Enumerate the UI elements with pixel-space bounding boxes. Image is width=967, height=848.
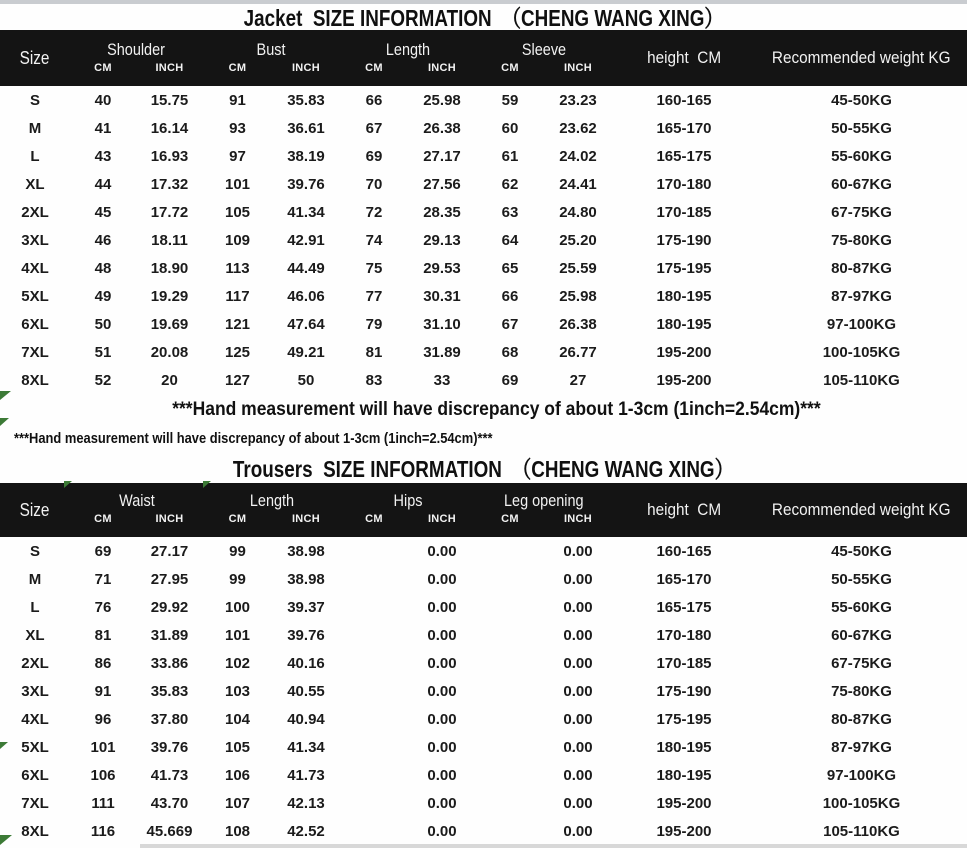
jacket-subcol-inch: INCH bbox=[563, 62, 593, 74]
table-cell: S bbox=[29, 542, 40, 560]
table-cell: 27.17 bbox=[150, 542, 189, 560]
table-cell: 170-180 bbox=[656, 626, 712, 644]
table-cell: 87-97KG bbox=[831, 738, 892, 756]
trousers-subcol-cm: CM bbox=[501, 513, 519, 525]
table-cell: 47.64 bbox=[287, 315, 325, 333]
table-cell: L bbox=[30, 147, 40, 165]
trousers-col-length: Length bbox=[249, 491, 294, 510]
jacket-table-body bbox=[0, 86, 967, 394]
table-cell: 31.89 bbox=[423, 343, 461, 361]
table-cell: 175-190 bbox=[656, 231, 712, 249]
table-cell: 111 bbox=[91, 794, 115, 812]
table-row bbox=[0, 198, 967, 226]
table-cell: 113 bbox=[225, 259, 250, 277]
table-cell: 31.89 bbox=[150, 626, 189, 644]
table-cell: 0.00 bbox=[563, 710, 593, 728]
table-cell: 39.76 bbox=[287, 626, 325, 644]
table-cell: XL bbox=[25, 175, 45, 193]
table-cell: 0.00 bbox=[563, 822, 593, 840]
trousers-col-hips: Hips bbox=[393, 491, 423, 510]
green-triangle-artifact bbox=[203, 481, 211, 488]
table-cell: 165-175 bbox=[656, 598, 712, 616]
table-cell: 41.73 bbox=[150, 766, 189, 784]
table-cell: 42.52 bbox=[287, 822, 325, 840]
table-cell: 43.70 bbox=[150, 794, 189, 812]
jacket-subcol-cm: CM bbox=[228, 62, 247, 74]
table-cell: 81 bbox=[365, 343, 383, 361]
table-cell: 45-50KG bbox=[831, 542, 892, 560]
table-cell: 46 bbox=[94, 231, 112, 249]
table-cell: 43 bbox=[94, 147, 112, 165]
table-cell: 81 bbox=[94, 626, 112, 644]
table-cell: 93 bbox=[229, 119, 246, 137]
trousers-subcol-inch: INCH bbox=[563, 513, 593, 525]
table-cell: 170-185 bbox=[656, 654, 712, 672]
table-cell: 97 bbox=[229, 147, 246, 165]
trousers-subcol-inch: INCH bbox=[155, 513, 184, 525]
table-cell: 0.00 bbox=[427, 794, 457, 812]
table-cell: 101 bbox=[224, 626, 251, 644]
table-cell: 170-185 bbox=[656, 203, 712, 221]
table-cell: M bbox=[28, 119, 42, 137]
table-cell: 64 bbox=[501, 231, 519, 249]
table-row bbox=[0, 677, 967, 705]
table-cell: 175-195 bbox=[656, 259, 712, 277]
table-cell: 103 bbox=[224, 682, 251, 700]
table-cell: 16.93 bbox=[150, 147, 189, 165]
table-cell: 31.10 bbox=[423, 315, 461, 333]
table-row bbox=[0, 86, 967, 114]
table-cell: 59 bbox=[501, 91, 519, 109]
table-cell: 105 bbox=[224, 738, 251, 756]
table-cell: 105-110KG bbox=[823, 371, 900, 389]
table-cell: 71 bbox=[94, 570, 112, 588]
table-cell: 35.83 bbox=[150, 682, 189, 700]
jacket-subcol-cm: CM bbox=[501, 62, 519, 74]
table-cell: 50-55KG bbox=[831, 119, 892, 137]
measurement-note-small: ***Hand measurement will have discrepancy of about 1-3cm (1inch=2.54cm)*** bbox=[14, 429, 493, 447]
table-cell: 160-165 bbox=[656, 91, 712, 109]
table-cell: 72 bbox=[365, 203, 383, 221]
jacket-subcol-cm: CM bbox=[365, 62, 383, 74]
table-cell: 108 bbox=[224, 822, 251, 840]
table-cell: 25.20 bbox=[559, 231, 597, 249]
table-cell: 38.98 bbox=[287, 570, 325, 588]
table-cell: S bbox=[29, 91, 40, 109]
table-cell: 67-75KG bbox=[831, 203, 892, 221]
table-cell: 18.90 bbox=[150, 259, 189, 277]
table-cell: 33 bbox=[433, 371, 451, 389]
table-cell: 165-175 bbox=[656, 147, 712, 165]
table-cell: 0.00 bbox=[563, 654, 593, 672]
table-cell: 0.00 bbox=[427, 570, 457, 588]
table-cell: 104 bbox=[224, 710, 251, 728]
table-cell: 5XL bbox=[21, 287, 49, 305]
jacket-title-text: Jacket SIZE INFORMATION （CHENG WANG XING） bbox=[243, 4, 724, 31]
table-cell: XL bbox=[25, 626, 45, 644]
table-cell: 41.73 bbox=[287, 766, 325, 784]
table-cell: 100 bbox=[224, 598, 251, 616]
table-cell: 125 bbox=[224, 343, 251, 361]
trousers-subcol-cm: CM bbox=[228, 513, 247, 525]
table-cell: 165-170 bbox=[656, 570, 712, 588]
table-row bbox=[0, 338, 967, 366]
table-cell: 0.00 bbox=[427, 682, 457, 700]
table-cell: 107 bbox=[224, 794, 251, 812]
table-cell: 0.00 bbox=[427, 598, 457, 616]
table-cell: 180-195 bbox=[656, 315, 712, 333]
table-row bbox=[0, 366, 967, 394]
table-cell: 8XL bbox=[21, 371, 49, 389]
table-cell: 25.98 bbox=[423, 91, 461, 109]
table-cell: 8XL bbox=[21, 822, 49, 840]
table-cell: 27.17 bbox=[423, 147, 461, 165]
table-cell: 41 bbox=[94, 119, 112, 137]
table-cell: 100-105KG bbox=[822, 343, 901, 361]
trousers-subcol-inch: INCH bbox=[427, 513, 457, 525]
table-cell: 91 bbox=[229, 91, 246, 109]
table-cell: 195-200 bbox=[656, 371, 712, 389]
trousers-col-size: Size bbox=[20, 499, 50, 520]
table-row bbox=[0, 537, 967, 565]
table-cell: 27 bbox=[569, 371, 587, 389]
table-cell: 3XL bbox=[21, 682, 49, 700]
table-cell: 74 bbox=[365, 231, 383, 249]
table-cell: 2XL bbox=[21, 654, 49, 672]
table-row bbox=[0, 310, 967, 338]
table-cell: 106 bbox=[90, 766, 116, 784]
table-cell: 175-195 bbox=[656, 710, 712, 728]
table-cell: 23.62 bbox=[559, 119, 597, 137]
table-row bbox=[0, 649, 967, 677]
table-cell: 127 bbox=[224, 371, 251, 389]
table-cell: 27.95 bbox=[150, 570, 189, 588]
table-cell: 18.11 bbox=[151, 231, 188, 249]
table-cell: 33.86 bbox=[150, 654, 189, 672]
table-cell: 24.02 bbox=[559, 147, 597, 165]
trousers-col-waist: Waist bbox=[118, 491, 155, 510]
table-cell: 65 bbox=[501, 259, 519, 277]
table-cell: 116 bbox=[90, 822, 116, 840]
trousers-col-weight: Recommended weight KG bbox=[772, 500, 951, 519]
table-cell: 109 bbox=[224, 231, 251, 249]
jacket-table-header bbox=[0, 30, 967, 86]
table-cell: 75 bbox=[365, 259, 383, 277]
table-cell: 0.00 bbox=[563, 598, 593, 616]
table-row bbox=[0, 705, 967, 733]
table-cell: 26.38 bbox=[423, 119, 461, 137]
jacket-col-height: height CM bbox=[647, 48, 721, 67]
jacket-col-length: Length bbox=[385, 40, 431, 59]
table-cell: 48 bbox=[94, 259, 112, 277]
table-cell: 7XL bbox=[21, 794, 49, 812]
table-cell: 23.23 bbox=[559, 91, 597, 109]
jacket-col-weight: Recommended weight KG bbox=[772, 48, 951, 67]
table-cell: 26.38 bbox=[559, 315, 597, 333]
table-cell: 3XL bbox=[21, 231, 49, 249]
table-row bbox=[0, 226, 967, 254]
table-row bbox=[0, 282, 967, 310]
table-cell: 83 bbox=[365, 371, 383, 389]
table-cell: 69 bbox=[94, 542, 112, 560]
table-row bbox=[0, 142, 967, 170]
table-cell: 160-165 bbox=[656, 542, 712, 560]
table-cell: 20 bbox=[161, 371, 178, 389]
table-cell: 5XL bbox=[21, 738, 49, 756]
table-cell: 121 bbox=[224, 315, 251, 333]
table-cell: 49.21 bbox=[287, 343, 325, 361]
table-cell: 4XL bbox=[21, 259, 49, 277]
table-cell: 175-190 bbox=[656, 682, 712, 700]
table-cell: 0.00 bbox=[563, 570, 593, 588]
jacket-subcol-inch: INCH bbox=[155, 62, 184, 74]
table-cell: 40.16 bbox=[287, 654, 325, 672]
table-cell: 40.55 bbox=[287, 682, 325, 700]
table-cell: 37.80 bbox=[150, 710, 189, 728]
table-cell: 44.49 bbox=[287, 259, 325, 277]
table-cell: 27.56 bbox=[423, 175, 461, 193]
table-cell: 16.14 bbox=[150, 119, 189, 137]
table-cell: 96 bbox=[94, 710, 112, 728]
table-cell: 97-100KG bbox=[826, 315, 897, 333]
table-cell: 17.32 bbox=[150, 175, 189, 193]
table-cell: 105-110KG bbox=[823, 822, 900, 840]
table-cell: 41.34 bbox=[287, 738, 325, 756]
trousers-subcol-cm: CM bbox=[94, 513, 112, 525]
table-cell: 39.37 bbox=[287, 598, 325, 616]
table-cell: 76 bbox=[94, 598, 112, 616]
table-cell: 99 bbox=[229, 570, 246, 588]
trousers-subcol-inch: INCH bbox=[291, 513, 321, 525]
table-cell: 41.34 bbox=[287, 203, 325, 221]
table-cell: 0.00 bbox=[563, 542, 593, 560]
table-cell: 50 bbox=[94, 315, 112, 333]
table-cell: 40.94 bbox=[287, 710, 325, 728]
table-cell: L bbox=[30, 598, 40, 616]
measurement-note-large: ***Hand measurement will have discrepancy of about 1-3cm (1inch=2.54cm)*** bbox=[172, 399, 821, 420]
table-cell: 165-170 bbox=[656, 119, 712, 137]
table-cell: 20.08 bbox=[150, 343, 189, 361]
table-cell: 67 bbox=[365, 119, 383, 137]
table-row bbox=[0, 593, 967, 621]
table-cell: 24.80 bbox=[559, 203, 597, 221]
table-cell: 0.00 bbox=[563, 626, 593, 644]
table-cell: 86 bbox=[94, 654, 112, 672]
table-cell: 39.76 bbox=[287, 175, 325, 193]
jacket-col-bust: Bust bbox=[257, 40, 286, 59]
table-cell: 40 bbox=[94, 91, 112, 109]
table-cell: 45 bbox=[94, 203, 112, 221]
table-cell: 0.00 bbox=[563, 682, 593, 700]
table-cell: 29.53 bbox=[423, 259, 461, 277]
table-cell: 52 bbox=[94, 371, 112, 389]
table-cell: 101 bbox=[90, 738, 116, 756]
green-triangle-artifact bbox=[0, 742, 8, 749]
trousers-table-header bbox=[0, 483, 967, 537]
trousers-table-body bbox=[0, 537, 967, 845]
table-cell: 105 bbox=[224, 203, 251, 221]
table-cell: 67 bbox=[501, 315, 519, 333]
table-cell: 29.92 bbox=[150, 598, 189, 616]
table-cell: 28.35 bbox=[423, 203, 461, 221]
table-cell: 97-100KG bbox=[826, 766, 897, 784]
table-cell: 79 bbox=[365, 315, 383, 333]
table-cell: 36.61 bbox=[287, 119, 325, 137]
table-cell: 195-200 bbox=[656, 822, 712, 840]
trousers-subcol-cm: CM bbox=[365, 513, 383, 525]
table-row bbox=[0, 114, 967, 142]
table-cell: 60-67KG bbox=[831, 175, 892, 193]
table-cell: 66 bbox=[501, 287, 519, 305]
table-cell: 17.72 bbox=[150, 203, 189, 221]
table-cell: 29.13 bbox=[423, 231, 461, 249]
table-cell: 4XL bbox=[21, 710, 49, 728]
table-cell: 46.06 bbox=[287, 287, 325, 305]
green-triangle-artifact bbox=[0, 418, 9, 426]
table-cell: 35.83 bbox=[287, 91, 325, 109]
table-row bbox=[0, 621, 967, 649]
table-cell: 69 bbox=[501, 371, 519, 389]
table-cell: 180-195 bbox=[656, 766, 712, 784]
table-cell: 180-195 bbox=[656, 287, 712, 305]
table-cell: 61 bbox=[501, 147, 519, 165]
table-cell: 45-50KG bbox=[831, 91, 892, 109]
table-row bbox=[0, 733, 967, 761]
table-cell: 80-87KG bbox=[831, 259, 892, 277]
trousers-col-leg-opening: Leg opening bbox=[504, 491, 584, 510]
jacket-col-shoulder: Shoulder bbox=[107, 40, 166, 59]
table-cell: 38.19 bbox=[287, 147, 325, 165]
table-cell: 55-60KG bbox=[831, 598, 892, 616]
green-triangle-artifact bbox=[0, 835, 12, 845]
table-cell: 101 bbox=[224, 175, 251, 193]
table-cell: 0.00 bbox=[427, 626, 457, 644]
table-cell: 7XL bbox=[21, 343, 49, 361]
table-cell: 75-80KG bbox=[831, 231, 892, 249]
jacket-subcol-cm: CM bbox=[94, 62, 112, 74]
table-cell: 77 bbox=[365, 287, 383, 305]
table-cell: 80-87KG bbox=[831, 710, 892, 728]
green-triangle-artifact bbox=[0, 391, 11, 400]
bottom-border-strip bbox=[140, 844, 967, 848]
table-cell: 49 bbox=[94, 287, 112, 305]
green-triangle-artifact bbox=[64, 481, 72, 488]
table-cell: 0.00 bbox=[427, 738, 457, 756]
table-cell: 42.91 bbox=[287, 231, 325, 249]
table-cell: 195-200 bbox=[656, 794, 712, 812]
table-row bbox=[0, 761, 967, 789]
table-cell: 42.13 bbox=[287, 794, 325, 812]
table-cell: 0.00 bbox=[563, 794, 593, 812]
jacket-subcol-inch: INCH bbox=[291, 62, 321, 74]
table-cell: 0.00 bbox=[427, 766, 457, 784]
table-cell: 6XL bbox=[21, 766, 49, 784]
table-cell: 99 bbox=[229, 542, 246, 560]
table-cell: 106 bbox=[224, 766, 251, 784]
table-cell: 0.00 bbox=[563, 766, 593, 784]
table-cell: 87-97KG bbox=[831, 287, 892, 305]
table-cell: 102 bbox=[224, 654, 251, 672]
table-cell: 100-105KG bbox=[822, 794, 901, 812]
table-cell: 70 bbox=[365, 175, 383, 193]
table-cell: 55-60KG bbox=[831, 147, 892, 165]
table-cell: 26.77 bbox=[559, 343, 597, 361]
table-cell: 24.41 bbox=[559, 175, 597, 193]
table-cell: 180-195 bbox=[656, 738, 712, 756]
table-cell: 60-67KG bbox=[831, 626, 892, 644]
table-cell: M bbox=[28, 570, 42, 588]
table-cell: 62 bbox=[501, 175, 519, 193]
table-cell: 67-75KG bbox=[831, 654, 892, 672]
table-cell: 68 bbox=[501, 343, 519, 361]
table-cell: 60 bbox=[501, 119, 519, 137]
table-cell: 44 bbox=[94, 175, 112, 193]
table-cell: 195-200 bbox=[656, 343, 712, 361]
jacket-col-size: Size bbox=[20, 47, 50, 68]
table-cell: 170-180 bbox=[656, 175, 712, 193]
table-cell: 0.00 bbox=[427, 822, 457, 840]
table-cell: 0.00 bbox=[427, 654, 457, 672]
table-row bbox=[0, 170, 967, 198]
table-cell: 30.31 bbox=[423, 287, 461, 305]
trousers-table-title bbox=[0, 452, 967, 482]
trousers-title-text: Trousers SIZE INFORMATION （CHENG WANG XING） bbox=[233, 455, 734, 482]
table-cell: 63 bbox=[501, 203, 519, 221]
table-cell: 91 bbox=[94, 682, 112, 700]
jacket-table-title bbox=[0, 1, 967, 31]
jacket-subcol-inch: INCH bbox=[427, 62, 457, 74]
table-row bbox=[0, 254, 967, 282]
table-cell: 75-80KG bbox=[831, 682, 892, 700]
table-cell: 0.00 bbox=[427, 710, 457, 728]
table-cell: 45.669 bbox=[146, 822, 193, 840]
jacket-col-sleeve: Sleeve bbox=[521, 40, 567, 59]
table-cell: 6XL bbox=[21, 315, 49, 333]
table-row bbox=[0, 789, 967, 817]
table-row bbox=[0, 817, 967, 845]
table-cell: 69 bbox=[365, 147, 383, 165]
table-cell: 2XL bbox=[21, 203, 49, 221]
table-cell: 25.59 bbox=[559, 259, 597, 277]
table-cell: 117 bbox=[225, 287, 250, 305]
table-cell: 19.29 bbox=[150, 287, 189, 305]
table-cell: 25.98 bbox=[559, 287, 597, 305]
table-row bbox=[0, 565, 967, 593]
table-cell: 39.76 bbox=[150, 738, 189, 756]
table-cell: 50 bbox=[297, 371, 315, 389]
table-cell: 66 bbox=[365, 91, 383, 109]
table-cell: 51 bbox=[94, 343, 112, 361]
table-cell: 0.00 bbox=[427, 542, 457, 560]
table-cell: 19.69 bbox=[150, 315, 189, 333]
trousers-col-height: height CM bbox=[647, 500, 721, 519]
table-cell: 0.00 bbox=[563, 738, 593, 756]
table-cell: 15.75 bbox=[150, 91, 189, 109]
table-cell: 50-55KG bbox=[831, 570, 892, 588]
table-cell: 38.98 bbox=[287, 542, 325, 560]
